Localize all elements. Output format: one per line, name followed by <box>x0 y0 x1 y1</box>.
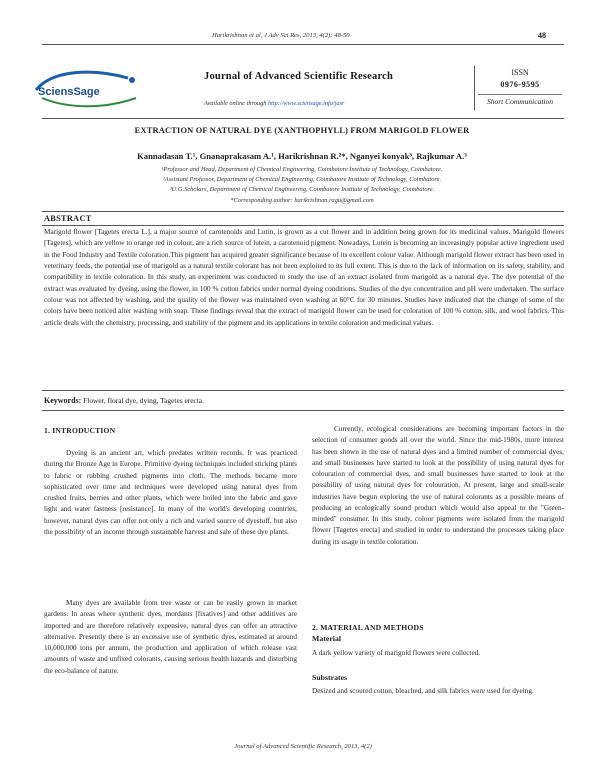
sciensage-logo <box>32 68 150 114</box>
header-divider <box>42 44 564 45</box>
material-heading: Material <box>312 634 342 643</box>
article-title: EXTRACTION OF NATURAL DYE (XANTHOPHYLL) FROM MARIGOLD FLOWER <box>134 126 470 135</box>
running-header: Harikrishnan et al, J Adv Sci Res, 2013, 4(2): 48-50 <box>212 32 350 39</box>
intro-paragraph-3: Currently, ecological considerations are becoming important factors in the selection of consumer goods all over the world. Since the mid-1980s, more interest has been shown in the use of natural dyes and a limited number of commercial dyes, and small businesses have started to look at the possibility of using natural dyes for colouration of commercial dyes, and small businesses have started to look at the possibility of using natural dyes for colouration. At present, large and small-scale industries have begun exploring the use of natural colorants as a possible means of producing an ecologically sound product which would also appeal to the "Green-minded" consumer. In this study, colour pigments were isolated from the marigold flower [Tagetes erecta] and studied in order to understand the processes taking place during its usage in textile coloration. <box>312 425 564 546</box>
article-type: Short Communication <box>486 97 554 106</box>
intro-paragraph-1: Dyeing is an ancient art, which predates written records. It was practiced during the Bronze Age in Europe. Primitive dyeing techniques included sticking plants to fabric or rubbing crushed pigments into cloth. The methods became more sophisticated over time and techniques were developed using natural dyes from crushed fruits, berries and other plants, which were boiled into the fabric and gave light and water fastness [resistance]. In many of the world's developing countries, however, natural dyes can offer not only a rich and varied source of dyestuff, but also the possibility of an income through sustainable harvest and sale of these dye plants. <box>44 449 297 536</box>
material-text: A dark yellow variety of marigold flowers were collected. <box>312 649 481 657</box>
journal-name: Journal of Advanced Scientific Research <box>204 71 394 82</box>
logo-text: SciensSage <box>38 86 100 98</box>
keywords-text: Flower, floral dye, dying, Tagetes erecta. <box>83 396 204 405</box>
authors: Kannadasan T.¹, Gnanaprakasam A.¹, Harikrishnan R.²*, Nganyei konyak³, Rajkumar A.³ <box>137 151 467 161</box>
page-number: 48 <box>538 31 546 40</box>
abstract-top-rule <box>42 211 564 212</box>
issn-label: ISSN <box>511 68 529 77</box>
affiliation-2: ²Assistant Professor, Department of Chemical Engineering, Coimbatore Institute of Technology, Coimbatore. <box>162 176 442 183</box>
issn-number: 0976-9595 <box>500 80 540 89</box>
introduction-heading: 1. INTRODUCTION <box>44 426 116 435</box>
page-footer: Journal of Advanced Scientific Research, 2013, 4(2) <box>234 743 372 750</box>
abstract-text: Marigold flower [Tagetes erecta L.], a major source of carotenoids and Lutin, is grown as a cut flower and in addition being grown for its medicinal values. Marigold flowers [Tagetes], which are yellow to orange red in colour, are a rich source of lutein, a carotenoid pigment. Nowadays, Lutein is becoming an increasingly popular active ingredient used in the Food Industry and Textile coloration.This pigment has acquired greater significance because of its excellent colour value. Although marigold flower extract has been used in veterinary feeds, the potential use of marigold as a natural textile colorant has not been exploited to its full extent. This is due to the lack of information on its safety, stability, and compatibility in textile coloration. In this study, an experiment was conducted to study the use of an extract isolated from marigold as a natural dye. The dye potential of the extract was evaluated by dyeing, using the flower, in 100 % cotton fabrics under normal dyeing conditions. Studies of the dye concentration and pH were undertaken. The surface colour was not affected by washing, and the quality of the flower was maintained even washing at 60°C for 30 minutes. Studies have indicated that the change of some of the colors have been noticed after washing with soap. These findings reveal that the extract of marigold flower can be used for coloration of 100 % cotton, silk, and wool fabrics. This article deals with the chemistry, processing, and stability of the pigment and its applications in textile coloration and medicinal values. <box>44 228 564 327</box>
abstract-heading-rule <box>42 225 564 226</box>
available-online <box>204 100 344 107</box>
keywords-rule <box>42 410 564 411</box>
corresponding-author: *Corresponding author: harikrishnan.ragu@gmail.com <box>230 197 374 204</box>
abstract-bottom-rule <box>42 390 564 391</box>
intro-paragraph-2: Many dyes are available from tree waste or can be easily grown in market gardens. In areas where synthetic dyes, mordants [fixatives] and other additives are imported and are therefore relatively expensive, natural dyes can offer an attractive alternative. Presently there is an excessive use of synthetic dyes, estimated at around 10,000,000 tons per annum, the production and application of which release vast amounts of waste and unfixed colorants, causing serious health hazards and disturbing the eco-balance of nature. <box>44 599 297 675</box>
affiliation-1: ¹Professor and Head, Department of Chemical Engineering, Coimbatore Institute of Technology, Coimbatore. <box>161 166 443 173</box>
keywords <box>44 396 564 405</box>
journal-url-link[interactable]: http://www.sciensage.info/jasr <box>267 100 345 107</box>
substrates-text: Desized and scoured cotton, bleached, and silk fabrics were used for dyeing. <box>312 687 534 695</box>
affiliation-3: ³U.G.Scholars, Department of Chemical Engineering, Coimbatore Institute of Technology, Coimbatore. <box>169 186 435 193</box>
issn-separator <box>478 94 562 95</box>
masthead-divider <box>42 118 564 119</box>
available-online-prefix: Available online through <box>204 100 267 107</box>
keywords-label: Keywords: <box>44 396 82 405</box>
methods-heading: 2. MATERIAL AND METHODS <box>312 623 424 632</box>
substrates-heading: Substrates <box>312 673 348 682</box>
abstract-heading: ABSTRACT <box>44 214 92 223</box>
